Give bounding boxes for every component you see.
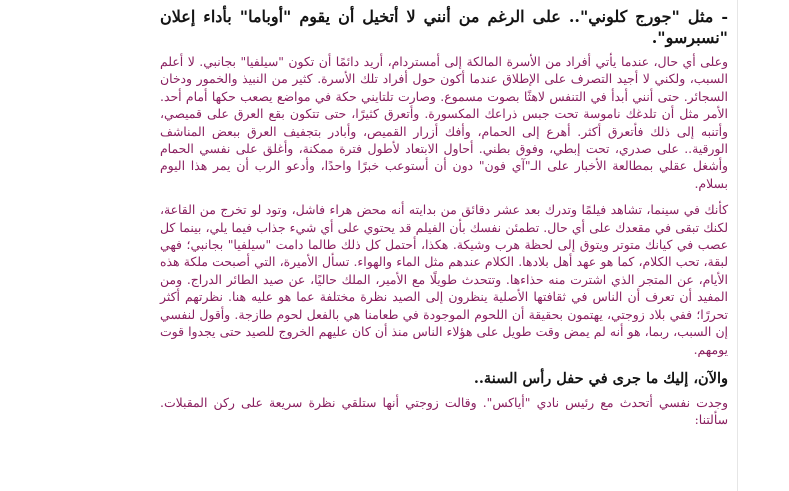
- paragraph-3: وجدت نفسي أتحدث مع رئيس نادي "أياكس". وقالت زوجتي أنها ستلقي نظرة سريعة على ركن المقبلات. سألتنا:: [160, 394, 728, 428]
- paragraph-1: وعلى أي حال، عندما يأتي أفراد من الأسرة المالكة إلى أمستردام، أريد دائمًا أن تكون "سيلفيا" بجانبي. لا أعلم السبب، ولكني لا أجيد التصرف على الإطلاق عندما أكون حول أفراد تلك الأسرة. كثير من النبيذ والخمور ودخان السجائر. حتى أنني أبدأ في التنفس لاهثًا بصوت مسموع. وصارت تلتايني حكة في مواضع يصعب حكها أمام أحد. الأمر مثل أن تلدغك ناموسة تحت جبس ذراعك المكسورة. وأتعرق كثيرًا، حتى تتكون بقع العرق على قميصي، وأتنبه إلى ذلك فأتعرق أكثر. أهرع إلى الحمام، وأفك أزرار القميص، وأبادر بتجفيف العرق ببعض المناشف الورقية.. على صدري، تحت إبطي، وفوق بطني. أحاول الابتعاد لأطول فترة ممكنة، وأغلق على نفسي الحمام وأشغل عقلي بمطالعة الأخبار على الـ"آي فون" دون أن أستوعب خبرًا واحدًا، وأدعو الرب أن يمر هذا اليوم بسلام.: [160, 54, 728, 191]
- page-edge: [737, 0, 738, 491]
- subheading: والآن، إليك ما جرى في حفل رأس السنة..: [473, 369, 728, 387]
- page-margin: [0, 0, 158, 491]
- text-column: [160, 6, 728, 429]
- section-heading: - مثل "جورج كلوني".. على الرغم من أنني لا أتخيل أن يقوم "أوباما" بأداء إعلان "نسبرسو".: [160, 7, 729, 47]
- paragraph-2: كأنك في سينما، تشاهد فيلمًا وتدرك بعد عشر دقائق من بدايته أنه محض هراء فاشل، وتود لو تخرج من القاعة، لكنك تبقى في مقعدك على أي حال. تطمئن نفسك بأن الفيلم قد يحتوي على أي شيء جذاب فيما يلي، بينما كل عصب في كيانك متوتر ويتوق إلى لحظة هرب وشيكة. هكذا، أحتمل كل ذلك طالما دامت "سيلفيا" بجانبي؛ فهي لبقة، تحب الكلام، كما هو عهد أهل بلادها. الكلام عندهم مثل الماء والهواء. تسأل الأميرة، التي أصبحت ملكة هذه الأيام، عن المتجر الذي اشترت منه حذاءها. وتتحدث طويلًا مع الأمير، الملك حاليًا، عن صيد الطائر الدراج. ومن المفيد أن تعرف أن الناس في ثقافتها الأصلية ينظرون إلى الصيد نظرة مختلفة عما هو عليه هنا. نظرتهم أكثر تحررًا؛ ففي بلاد زوجتي، يهتمون بحقيقة أن اللحوم الموجودة في طعامنا هي بالفعل لحوم طازجة. وأقول لنفسي إن السبب، ربما، هو أنه لم يمض وقت طويل على هؤلاء الناس منذ أن كان عليهم الخروج للصيد حتى يجدوا قوت يومهم.: [160, 202, 728, 357]
